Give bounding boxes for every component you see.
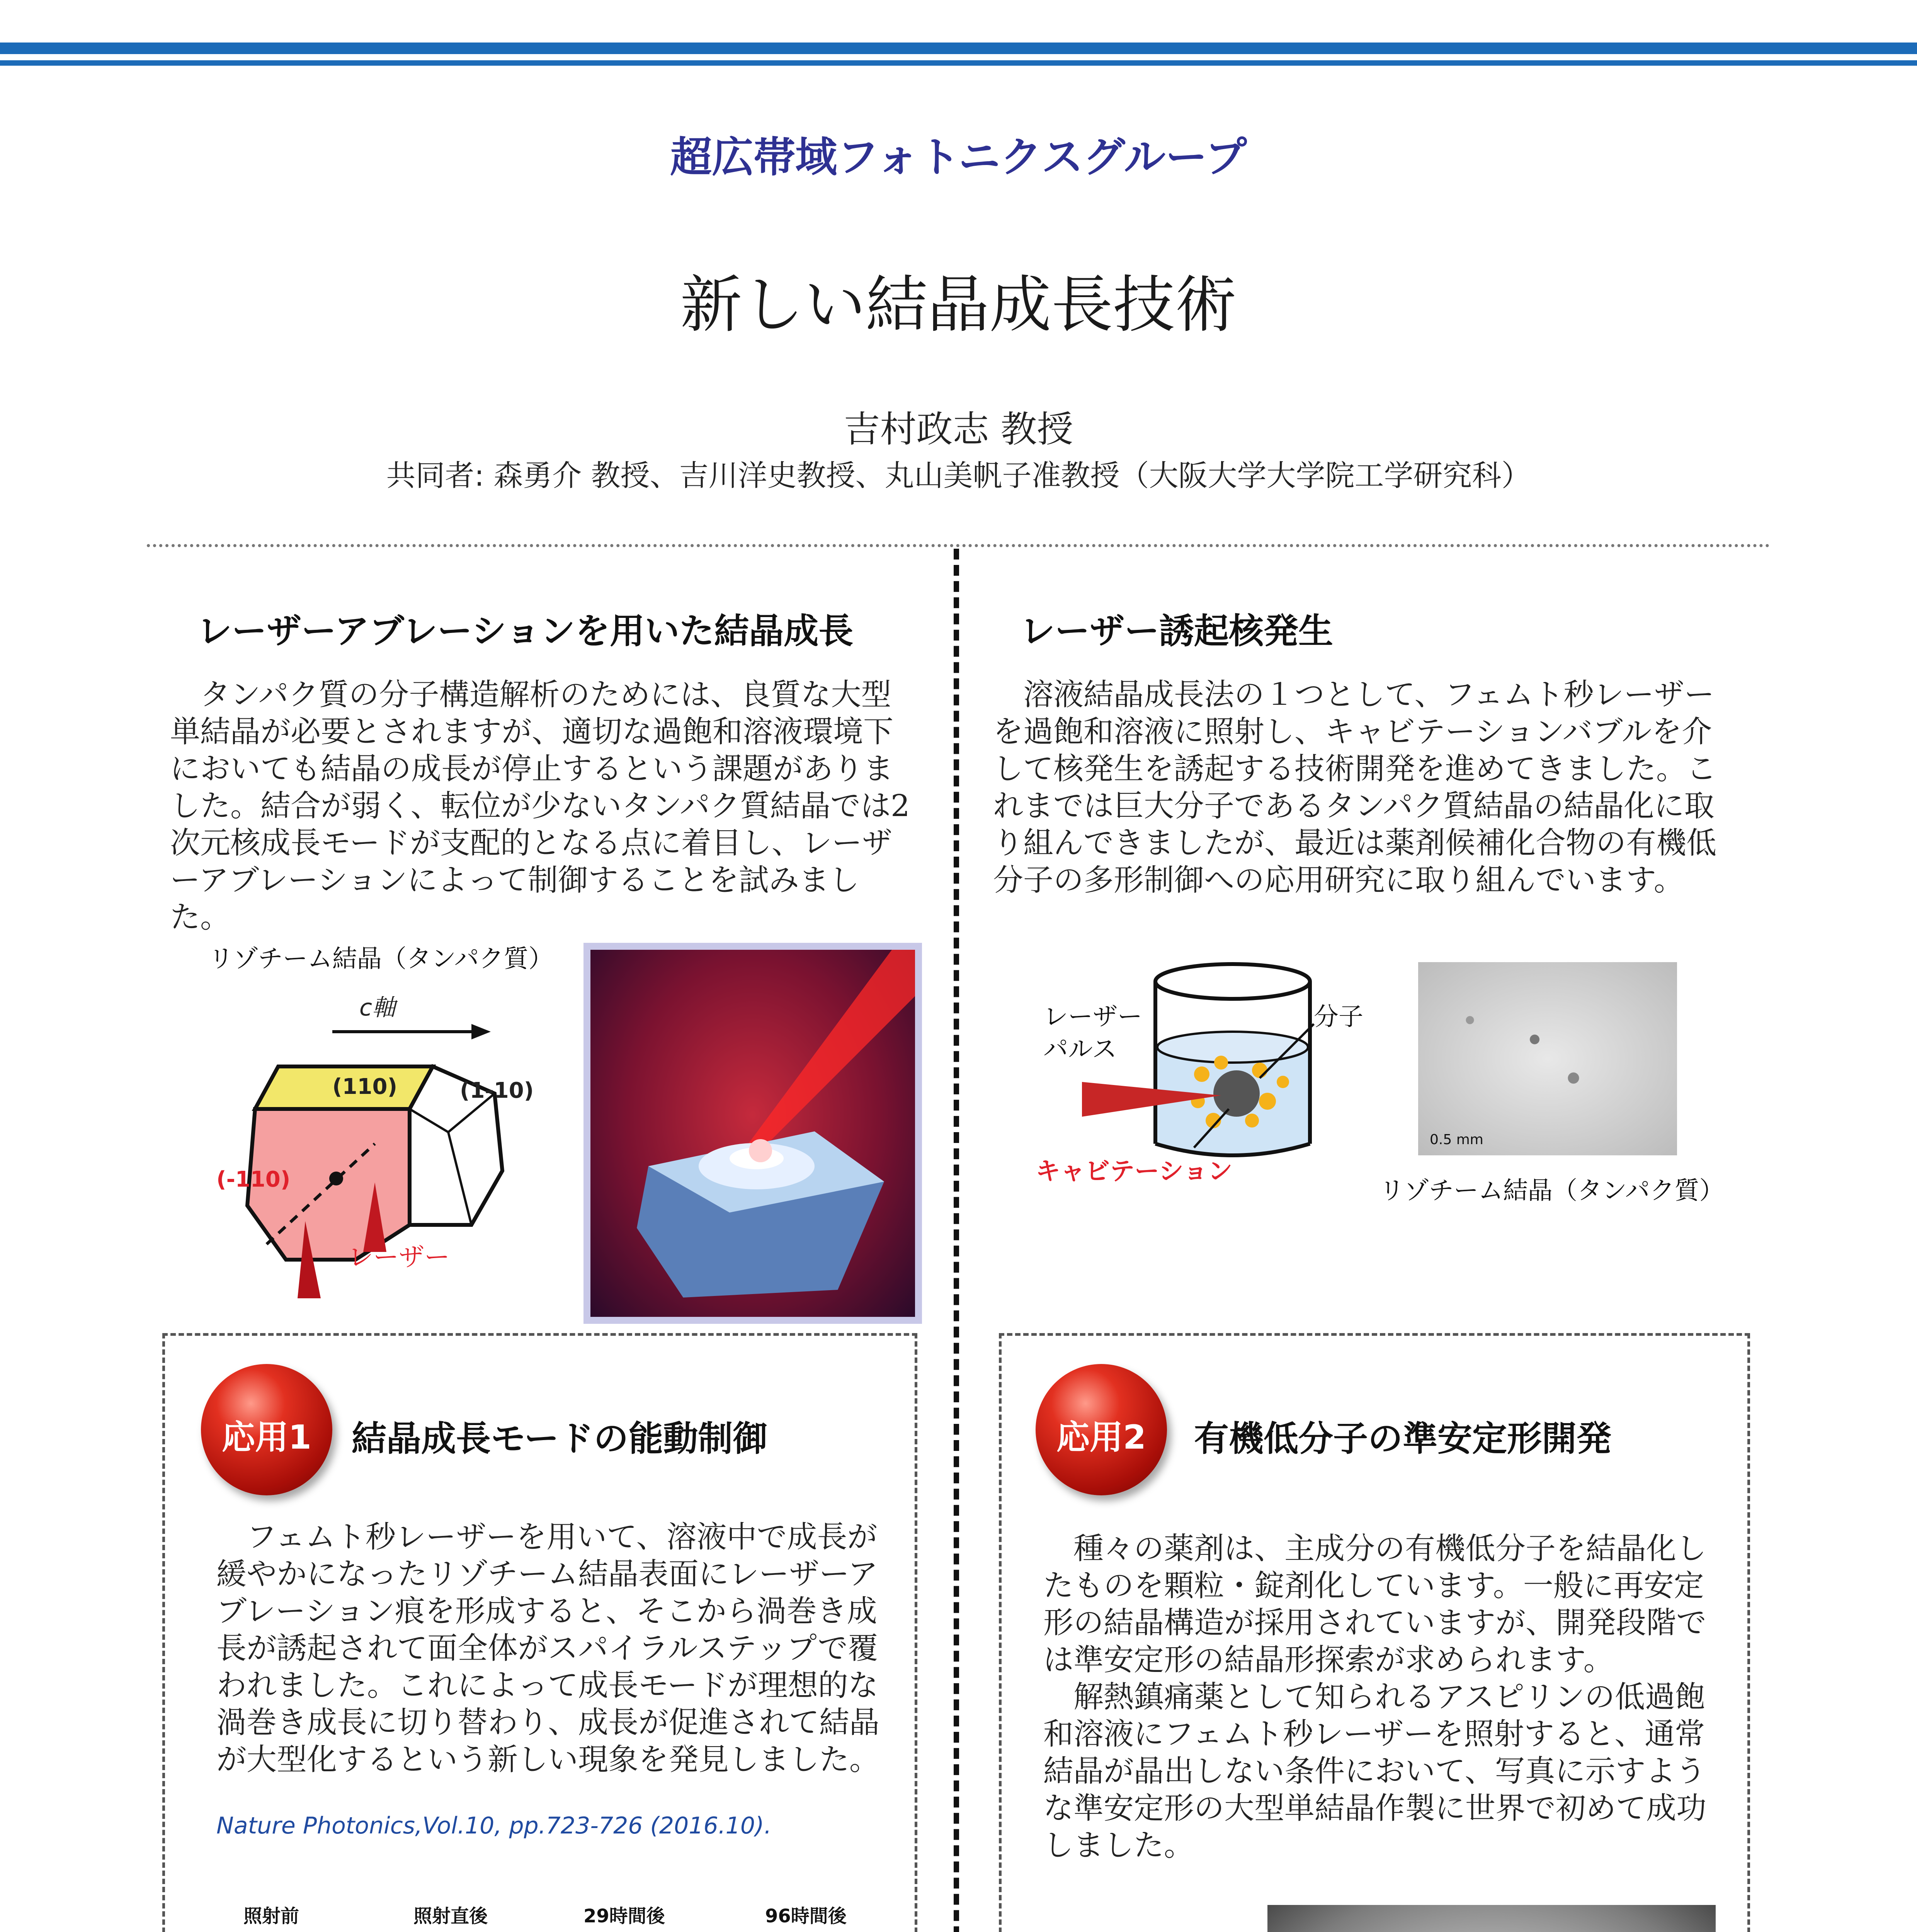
group-name: 超広帯域フォトニクスグループ xyxy=(670,133,1247,182)
left-section-body xyxy=(170,676,916,936)
application-2-paragraph-1: 種々の薬剤は、主成分の有機低分子を結晶化したものを顆粒・錠剤化しています。一般に再安定形の結晶構造が採用されていますが、開発段階では準安定形の結晶形探索が求められます。 xyxy=(1043,1531,1707,1677)
right-section-body xyxy=(993,676,1739,899)
panel-label-29h: 29時間後 xyxy=(583,1905,665,1927)
coauthors: 共同者: 森勇介 教授、吉川洋史教授、丸山美帆子准教授（大阪大学大学院工学研究科） xyxy=(386,458,1531,493)
citation: Nature Photonics,Vol.10, pp.723-726 (2016.10). xyxy=(216,1812,772,1839)
laser-beam-illustration xyxy=(590,950,915,1317)
application-1-badge-label: 応用1 xyxy=(222,1418,311,1457)
left-body-paragraph: タンパク質の分子構造解析のためには、良質な大型単結晶が必要とされますが、適切な過飽和溶液環境下においても結晶の成長が停止するという課題がありました。結合が弱く、転位が少ないタンパク質結晶では2次元核成長モードが支配的となる点に着目し、レーザーアブレーションによって制御することを試みました。 xyxy=(170,677,910,935)
application-2-body xyxy=(1043,1530,1723,1864)
application-1-badge xyxy=(201,1364,332,1495)
face-m110-label: (-110) xyxy=(216,1167,291,1192)
top-border xyxy=(0,43,1917,66)
aspirin-crystal-photo xyxy=(1267,1905,1716,1932)
beaker-diagram xyxy=(1074,958,1345,1175)
panel-label-before: 照射前 xyxy=(243,1905,299,1927)
header-divider xyxy=(147,544,1770,547)
column-divider xyxy=(954,549,959,1932)
laser-pulse-label xyxy=(1043,1001,1142,1066)
application-1-paragraph: フェムト秒レーザーを用いて、溶液中で成長が緩やかになったリゾチーム結晶表面にレーザーアブレーション痕を形成すると、そこから渦巻き成長が誘起されて面全体がスパイラルステップで覆われました。これによって成長モードが理想的な渦巻き成長に切り替わり、成長が促進されて結晶が大型化するという新しい現象を発見しました。 xyxy=(216,1520,880,1777)
author: 吉村政志 教授 xyxy=(844,408,1073,451)
right-section-heading: レーザー誘起核発生 xyxy=(1020,611,1333,651)
panel-label-just-after: 照射直後 xyxy=(413,1905,488,1927)
crystal-figure-title: リゾチーム結晶（タンパク質） xyxy=(209,945,553,973)
laser-label: レーザー xyxy=(348,1242,450,1272)
left-section-heading: レーザーアブレーションを用いた結晶成長 xyxy=(197,611,854,651)
application-2-paragraph-2: 解熱鎮痛薬として知られるアスピリンの低過飽和溶液にフェムト秒レーザーを照射すると、通常結晶が晶出しない条件において、写真に示すような準安定形の大型単結晶作製に世界で初めて成功しました。 xyxy=(1043,1680,1707,1863)
lysozyme-micrograph xyxy=(1418,962,1677,1155)
micrograph-caption: リゾチーム結晶（タンパク質） xyxy=(1379,1177,1724,1205)
arrow-right-icon xyxy=(332,1020,495,1043)
face-110-label: (110) xyxy=(332,1074,398,1099)
micrograph-scale: 0.5 mm xyxy=(1430,1132,1483,1148)
laser-pulse-line1: レーザー xyxy=(1043,1003,1142,1031)
application-2-badge-label: 応用2 xyxy=(1056,1418,1146,1457)
c-axis-label: c軸 xyxy=(359,994,395,1021)
laser-pulse-line2: パルス xyxy=(1043,1035,1117,1064)
right-body-paragraph: 溶液結晶成長法の１つとして、フェムト秒レーザーを過飽和溶液に照射し、キャビテーションバブルを介して核発生を誘起する技術開発を進めてきました。これまでは巨大分子であるタンパク質結晶の結晶化に取り組んできましたが、最近は薬剤候補化合物の有機低分子の多形制御への応用研究に取り組んでいます。 xyxy=(993,677,1717,898)
face-1-10-label: (1-10) xyxy=(460,1078,534,1103)
application-2-badge xyxy=(1036,1364,1167,1495)
application-1-heading: 結晶成長モードの能動制御 xyxy=(352,1418,768,1459)
cavitation-label: キャビテーション xyxy=(1036,1157,1233,1186)
molecule-label: 分子 xyxy=(1314,1003,1363,1031)
page-title: 新しい結晶成長技術 xyxy=(680,269,1237,341)
application-1-body xyxy=(216,1519,881,1778)
panel-label-96h: 96時間後 xyxy=(765,1905,847,1927)
laser-ablation-illustration xyxy=(583,943,922,1324)
application-2-heading: 有機低分子の準安定形開発 xyxy=(1194,1418,1611,1459)
